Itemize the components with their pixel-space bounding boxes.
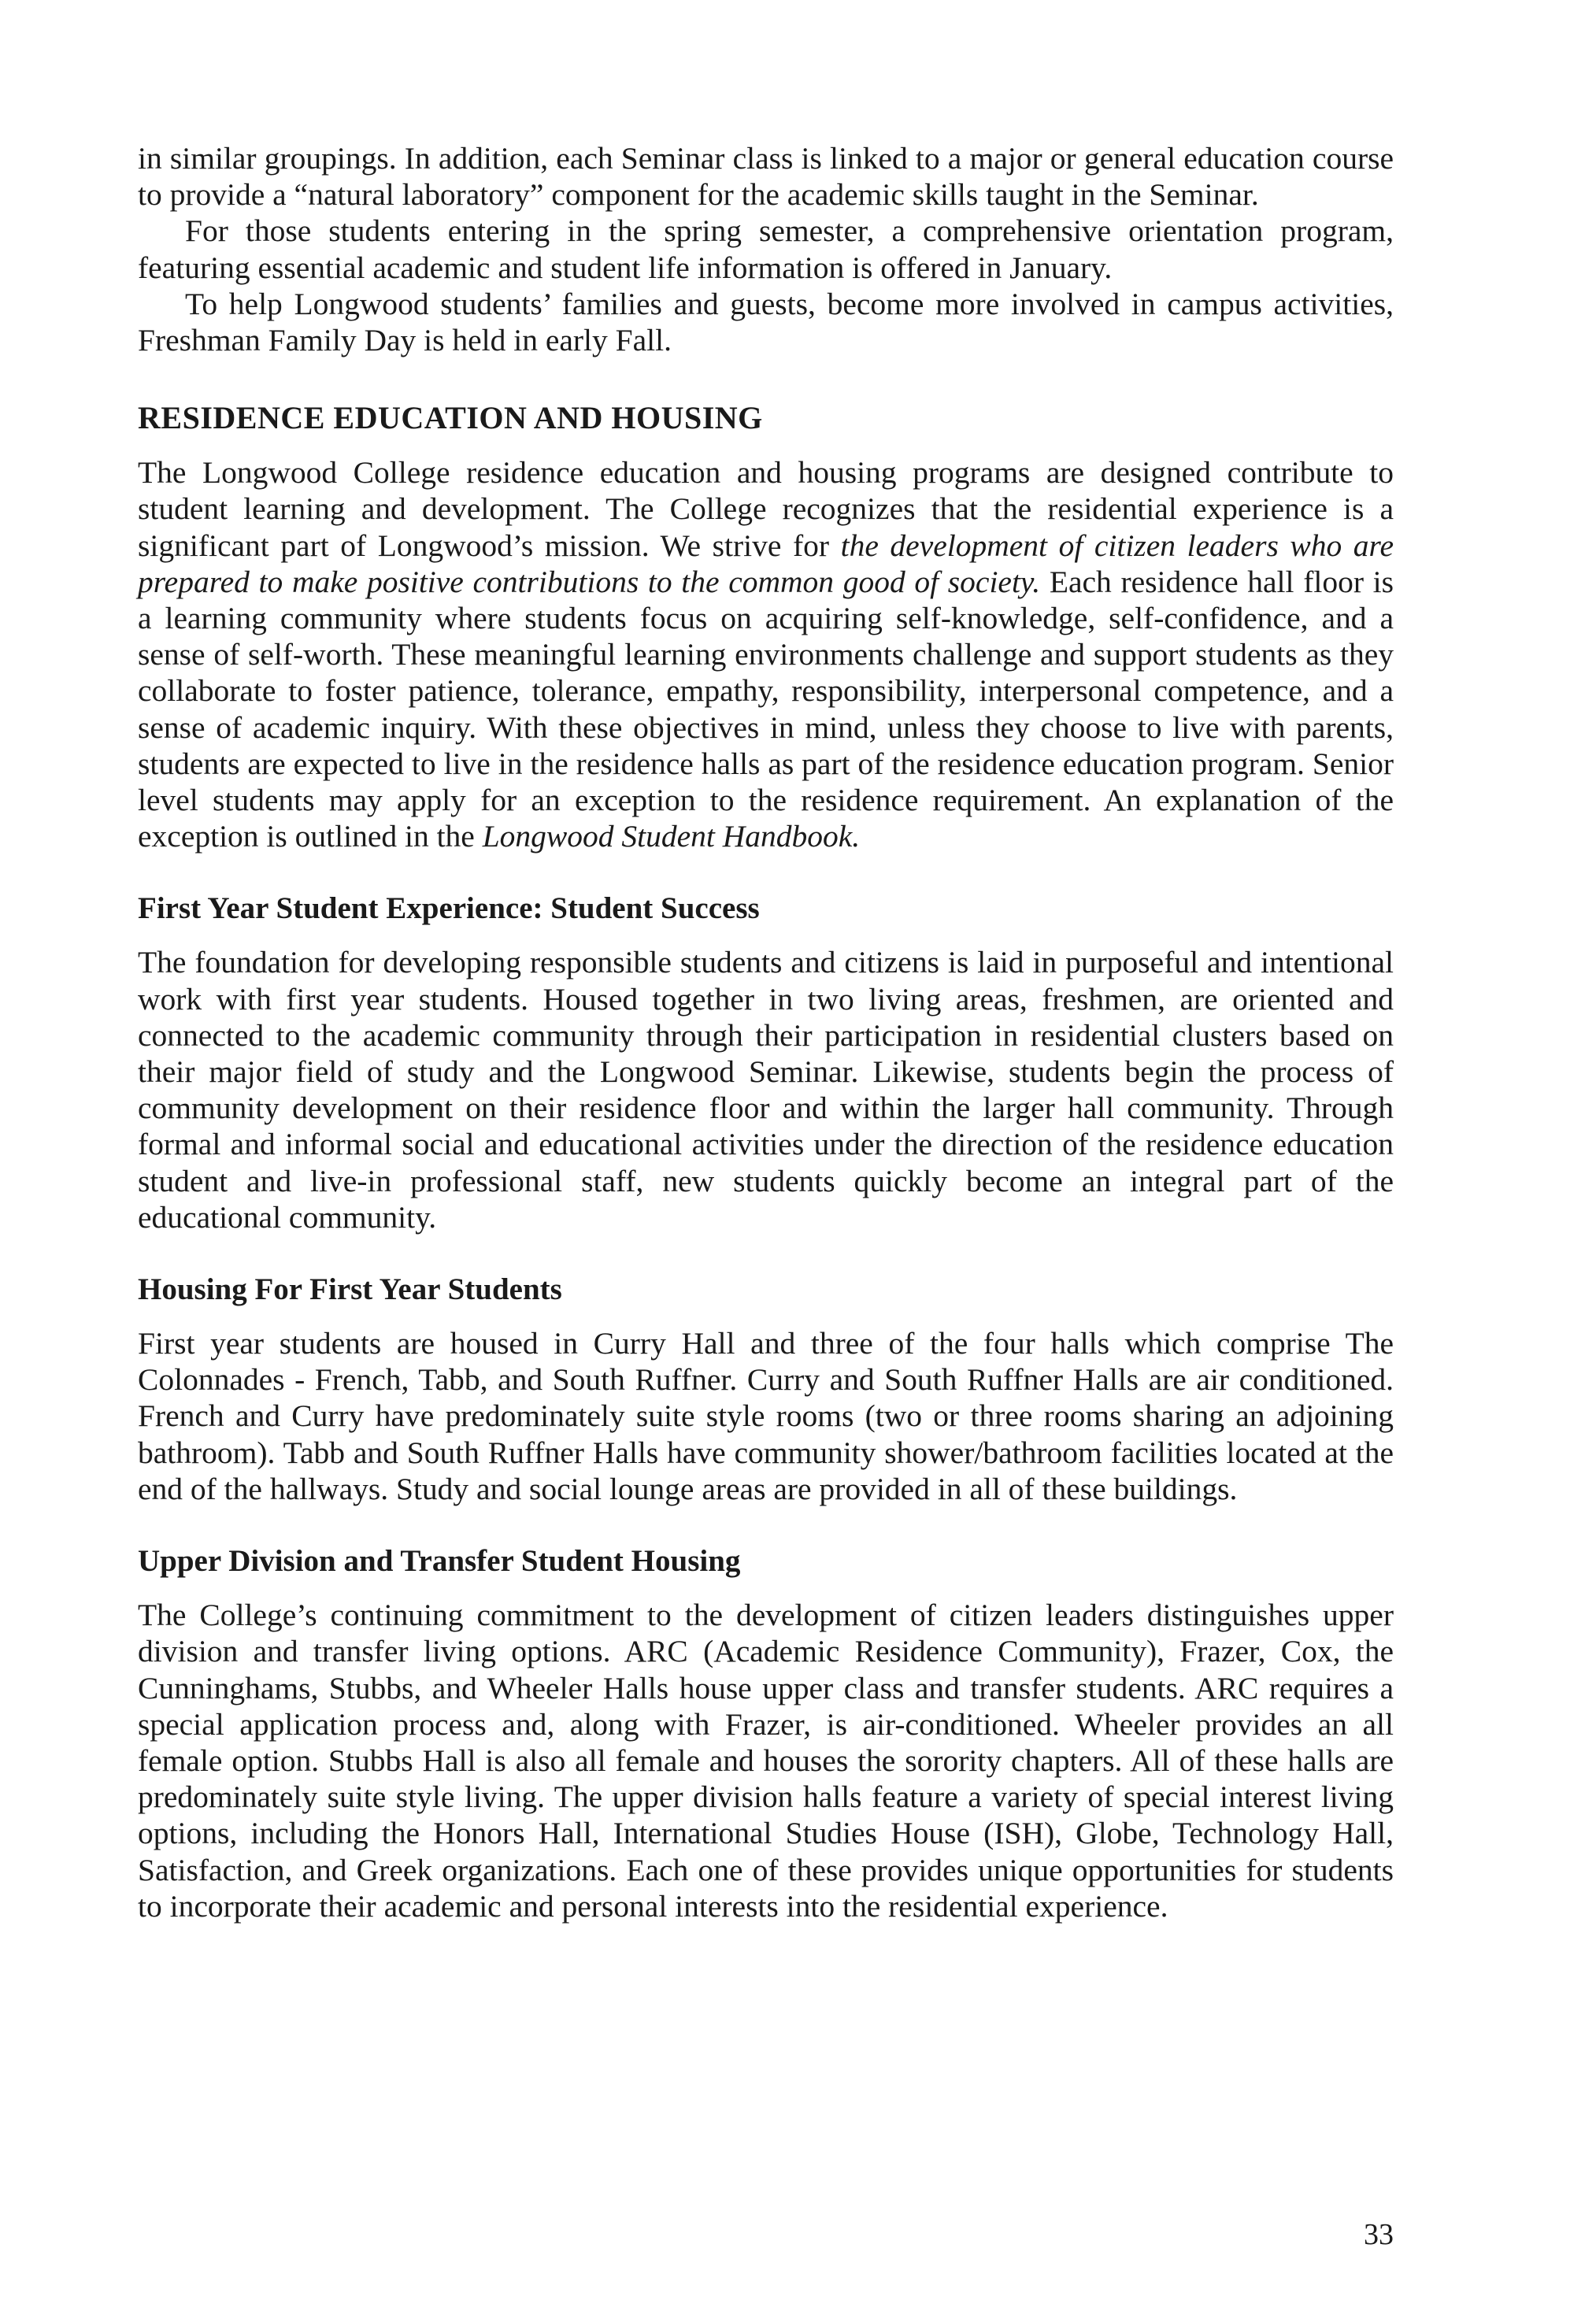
intro-paragraph-family-day: To help Longwood students’ families and guests, become more involved in campus activities, Freshman Family Day is held in early Fall. <box>138 286 1394 358</box>
residence-mission-emphasis: the development of citizen leaders who are prepared to make positive contributions to the common good of society. <box>138 528 1394 599</box>
page-number: 33 <box>1364 2218 1394 2251</box>
residence-handbook-title: Longwood Student Handbook. <box>482 819 861 854</box>
housing-first-year-paragraph: First year students are housed in Curry Hall and three of the four halls which comprise The Colonnades - French, Tabb, and South Ruffner. Curry and South Ruffner Halls are air conditioned. French and Curry have predominately suite style rooms (two or three rooms sharing an adjoining bathroom). Tabb and South Ruffner Halls have community shower/bathroom facilities located at the end of the hallways. Study and social lounge areas are provided in all of these buildings. <box>138 1326 1394 1506</box>
residence-text-middle: Each residence hall floor is a learning community where students focus on acquiring self-knowledge, self-confidence, and a sense of self-worth. These meaningful learning environments challenge and support students as they collaborate to foster patience, tolerance, empathy, responsibility, interpersonal competence, and a sense of academic inquiry. With these objectives in mind, unless they choose to live with parents, students are expected to live in the residence halls as part of the residence education program. Senior level students may apply for an exception to the residence requirement. An explanation of the exception is outlined in the <box>138 564 1394 854</box>
page-body <box>138 140 1394 1924</box>
residence-text-start: The Longwood College residence education and housing programs are designed contribute to student learning and development. The College recognizes that the residential experience is a significant part of Longwood’s mission. We strive for <box>138 455 1394 563</box>
upper-division-heading: Upper Division and Transfer Student Housing <box>138 1544 741 1579</box>
upper-division-paragraph: The College’s continuing commitment to the development of citizen leaders distinguishes upper division and transfer living options. ARC (Academic Residence Community), Frazer, Cox, the Cunninghams, Stubbs, and Wheeler Halls house upper class and transfer students. ARC requires a special application process and, along with Frazer, is air-conditioned. Wheeler provides an all female option. Stubbs Hall is also all female and houses the sorority chapters. All of these halls are predominately suite style living. The upper division halls feature a variety of special interest living options, including the Honors Hall, International Studies House (ISH), Globe, Technology Hall, Satisfaction, and Greek organizations. Each one of these provides unique opportunities for students to incorporate their academic and personal interests into the residential experience. <box>138 1598 1394 1924</box>
first-year-heading: First Year Student Experience: Student Success <box>138 891 760 926</box>
first-year-paragraph: The foundation for developing responsible students and citizens is laid in purposeful and intentional work with first year students. Housed together in two living areas, freshmen, are oriented and connected to the academic community through their participation in residential clusters based on their major field of study and the Longwood Seminar. Likewise, students begin the process of community development on their residence floor and within the larger hall community. Through formal and informal social and educational activities under the direction of the residence education student and live-in professional staff, new students quickly become an integral part of the educational community. <box>138 945 1394 1235</box>
intro-paragraph-seminar: in similar groupings. In addition, each Seminar class is linked to a major or general education course to provide a “natural laboratory” component for the academic skills taught in the Seminar. <box>138 141 1394 213</box>
residence-paragraph <box>138 454 1394 854</box>
intro-paragraph-spring-orientation: For those students entering in the spring semester, a comprehensive orientation program, featuring essential academic and student life information is offered in January. <box>138 213 1394 285</box>
residence-heading: RESIDENCE EDUCATION AND HOUSING <box>138 400 763 436</box>
housing-first-year-heading: Housing For First Year Students <box>138 1272 562 1307</box>
